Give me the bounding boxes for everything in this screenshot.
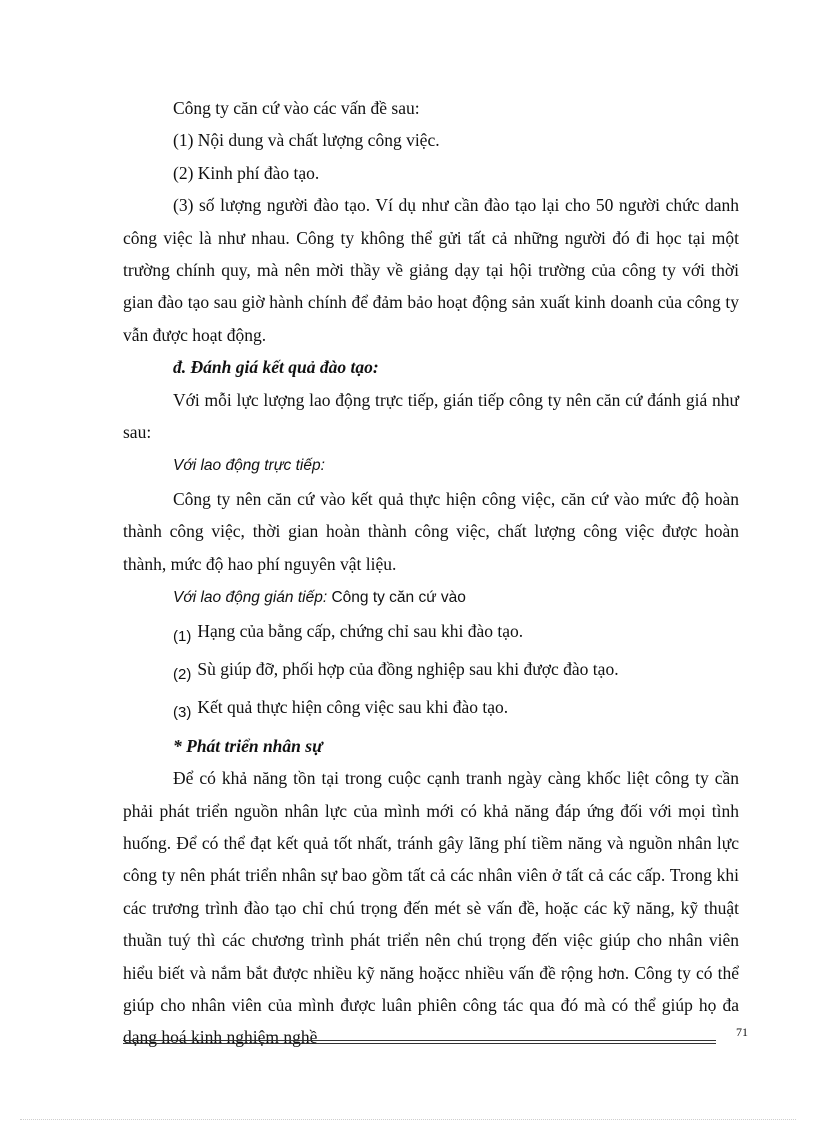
- indirect-labor-line: [123, 580, 739, 614]
- list-item-text: Sù giúp đỡ, phối hợp của đồng nghiệp sau khi được đào tạo.: [197, 658, 619, 679]
- list-item-number: (2): [173, 665, 192, 683]
- list-item: [123, 653, 739, 691]
- list-item-text: Kết quả thực hiện công việc sau khi đào tạo.: [197, 697, 509, 718]
- list-item: [123, 691, 739, 729]
- indirect-labor-label: Với lao động gián tiếp:: [173, 589, 328, 607]
- list-item: [123, 615, 739, 653]
- section-heading-evaluation: đ. Đánh giá kết quả đào tạo:: [173, 357, 379, 378]
- section-heading-hr-development: * Phát triển nhân sự: [173, 735, 323, 756]
- page-content: [123, 92, 739, 1054]
- list-item-text: Hạng của bằng cấp, chứng chỉ sau khi đào tạo.: [197, 620, 524, 641]
- paragraph-item-2: (2) Kinh phí đào tạo.: [173, 162, 320, 183]
- footer-rule-top: [123, 1043, 716, 1044]
- list-item-number: (1): [173, 627, 192, 645]
- list-item-number: (3): [173, 704, 192, 722]
- direct-labor-label: Với lao động trực tiếp:: [173, 457, 325, 475]
- paragraph-hr-development: Để có khả năng tồn tại trong cuộc cạnh tranh ngày càng khốc liệt công ty cần phải phát triển nguồn nhân lực của mình mới có khả năng đáp ứng đối với mọi tình huống. Để có thể đạt kết quả tốt nhất, tránh gây lãng phí tiềm năng và nguồn nhân lực công ty nên phát triển nhân sự bao gồm tất cả các nhân viên ở tất cả các cấp. Trong khi các trương trình đào tạo chỉ chú trọng đến mét sè vấn đề, hoặc các kỹ năng, kỹ thuật thuần tuý thì các chương trình phát triển nên chú trọng đến việc giúp cho nhân viên hiểu biết và nắm bắt được nhiều kỹ năng hoặcc nhiều vấn đề rộng hơn. Công ty có thể giúp cho nhân viên của mình được luân phiên công tác qua đó mà có thể giúp họ đa dạng hoá kinh nghiệm nghề: [123, 768, 739, 1048]
- page-bottom-border: [20, 1119, 796, 1120]
- paragraph-intro: Công ty căn cứ vào các vấn đề sau:: [173, 98, 420, 118]
- footer-rule: [123, 1040, 716, 1042]
- paragraph-direct-labor: Công ty nên căn cứ vào kết quả thực hiện công việc, căn cứ vào mức độ hoàn thành công việc, thời gian hoàn thành công việc, chất lượng công việc được hoàn thành, mức độ hao phí nguyên vật liệu.: [123, 488, 739, 574]
- direct-labor-label-line: [123, 448, 739, 482]
- paragraph-item-3: (3) số lượng người đào tạo. Ví dụ như cần đào tạo lại cho 50 người chức danh công việc là như nhau. Công ty không thể gửi tất cả những người đó đi học tại một trường chính quy, mà nên mời thầy về giảng dạy tại hội trường của công ty với thời gian đào tạo sau giờ hành chính để đảm bảo hoạt động sản xuất kinh doanh của công ty vẫn được hoạt động.: [123, 195, 739, 345]
- indirect-labor-tail: Công ty căn cứ vào: [327, 589, 466, 607]
- paragraph-item-1: (1) Nội dung và chất lượng công việc.: [173, 130, 440, 151]
- page-number: 71: [736, 1025, 748, 1039]
- paragraph-evaluation-intro: Với mỗi lực lượng lao động trực tiếp, gián tiếp công ty nên căn cứ đánh giá như sau:: [123, 389, 739, 443]
